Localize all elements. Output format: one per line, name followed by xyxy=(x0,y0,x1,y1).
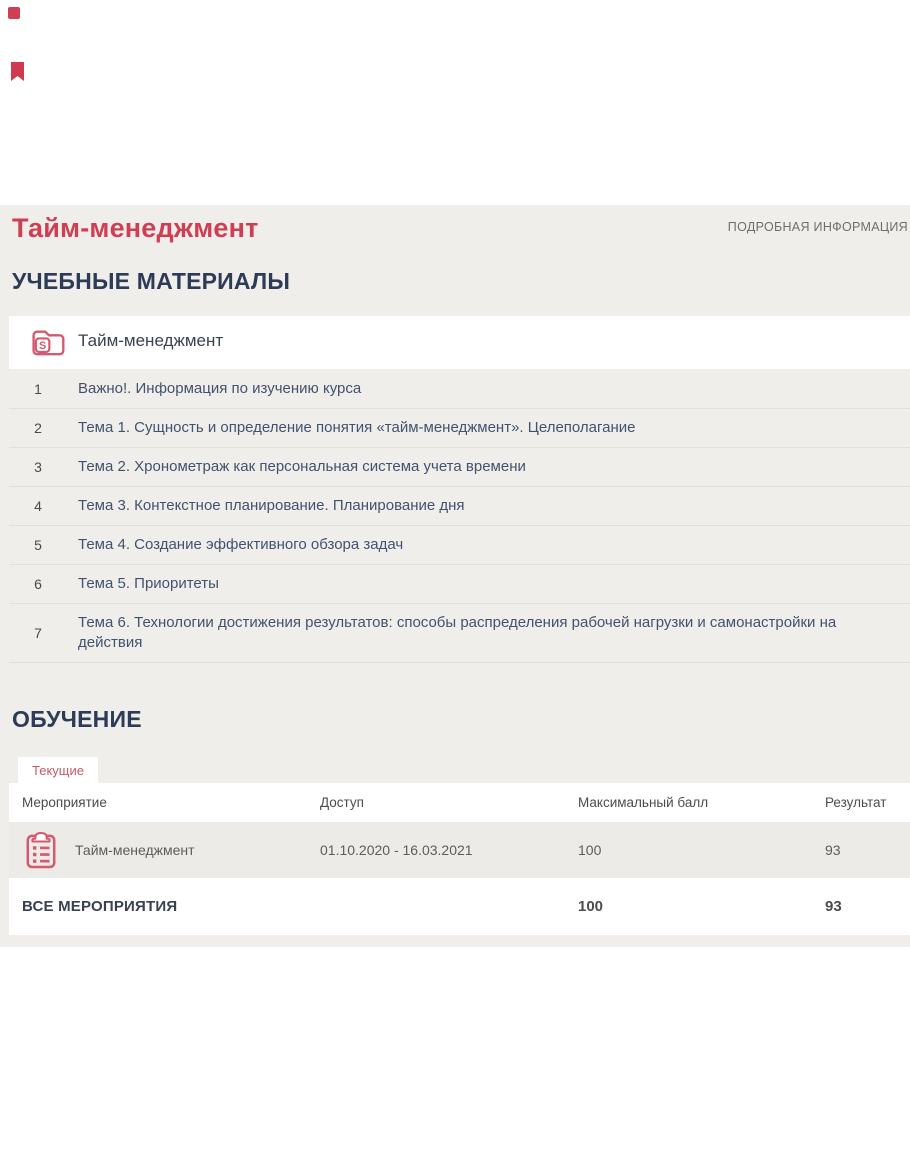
training-table-header xyxy=(9,783,910,822)
materials-list xyxy=(9,370,910,663)
column-header-access: Доступ xyxy=(320,795,364,810)
material-row[interactable] xyxy=(9,526,910,565)
training-row[interactable] xyxy=(9,822,910,878)
event-name[interactable]: Тайм-менеджмент xyxy=(75,842,195,858)
clipboard-checklist-icon xyxy=(24,830,58,875)
page-title: Тайм-менеджмент xyxy=(12,213,259,243)
red-fragment-icon xyxy=(8,7,20,19)
total-result: 93 xyxy=(825,898,842,915)
all-events-label: ВСЕ МЕРОПРИЯТИЯ xyxy=(22,898,178,915)
details-info-link[interactable]: ПОДРОБНАЯ ИНФОРМАЦИЯ xyxy=(727,220,908,234)
material-number: 7 xyxy=(34,625,42,641)
material-title[interactable]: Тема 4. Создание эффективного обзора задач xyxy=(78,536,404,553)
course-card-title: Тайм-менеджмент xyxy=(78,331,224,350)
svg-text:S: S xyxy=(38,339,47,352)
course-card[interactable] xyxy=(9,316,910,369)
material-row[interactable] xyxy=(9,448,910,487)
scorm-folder-icon xyxy=(30,326,66,364)
material-number: 6 xyxy=(34,576,42,592)
material-row[interactable] xyxy=(9,565,910,604)
event-result: 93 xyxy=(825,842,841,858)
red-bookmark-icon xyxy=(9,61,26,87)
column-header-max-score: Максимальный балл xyxy=(578,795,709,810)
material-row[interactable] xyxy=(9,487,910,526)
training-table xyxy=(9,783,910,935)
material-title[interactable]: Тема 2. Хронометраж как персональная система учета времени xyxy=(78,458,526,475)
event-max-score: 100 xyxy=(578,842,602,858)
event-access-dates: 01.10.2020 - 16.03.2021 xyxy=(320,842,473,858)
material-number: 2 xyxy=(34,420,42,436)
material-title[interactable]: Тема 5. Приоритеты xyxy=(78,575,219,592)
material-title[interactable]: Важно!. Информация по изучению курса xyxy=(78,380,362,397)
training-table-footer xyxy=(9,878,910,935)
material-number: 1 xyxy=(34,381,42,397)
training-section-heading: ОБУЧЕНИЕ xyxy=(12,706,142,732)
total-max-score: 100 xyxy=(578,898,604,915)
material-title[interactable]: Тема 3. Контекстное планирование. Планирование дня xyxy=(78,497,465,514)
material-row[interactable] xyxy=(9,409,910,448)
material-row[interactable] xyxy=(9,370,910,409)
course-page xyxy=(0,205,910,947)
column-header-event: Мероприятие xyxy=(22,795,107,810)
material-row[interactable] xyxy=(9,604,910,663)
column-header-result: Результат xyxy=(825,795,887,810)
material-title[interactable]: Тема 1. Сущность и определение понятия «тайм-менеджмент». Целеполагание xyxy=(78,419,636,436)
material-number: 3 xyxy=(34,459,42,475)
material-number: 5 xyxy=(34,537,42,553)
tab-current[interactable]: Текущие xyxy=(18,757,98,783)
material-number: 4 xyxy=(34,498,42,514)
material-title[interactable]: Тема 6. Технологии достижения результатов: способы распределения рабочей нагрузки и самонастройки на действия xyxy=(78,614,837,651)
materials-section-heading: УЧЕБНЫЕ МАТЕРИАЛЫ xyxy=(12,268,291,294)
